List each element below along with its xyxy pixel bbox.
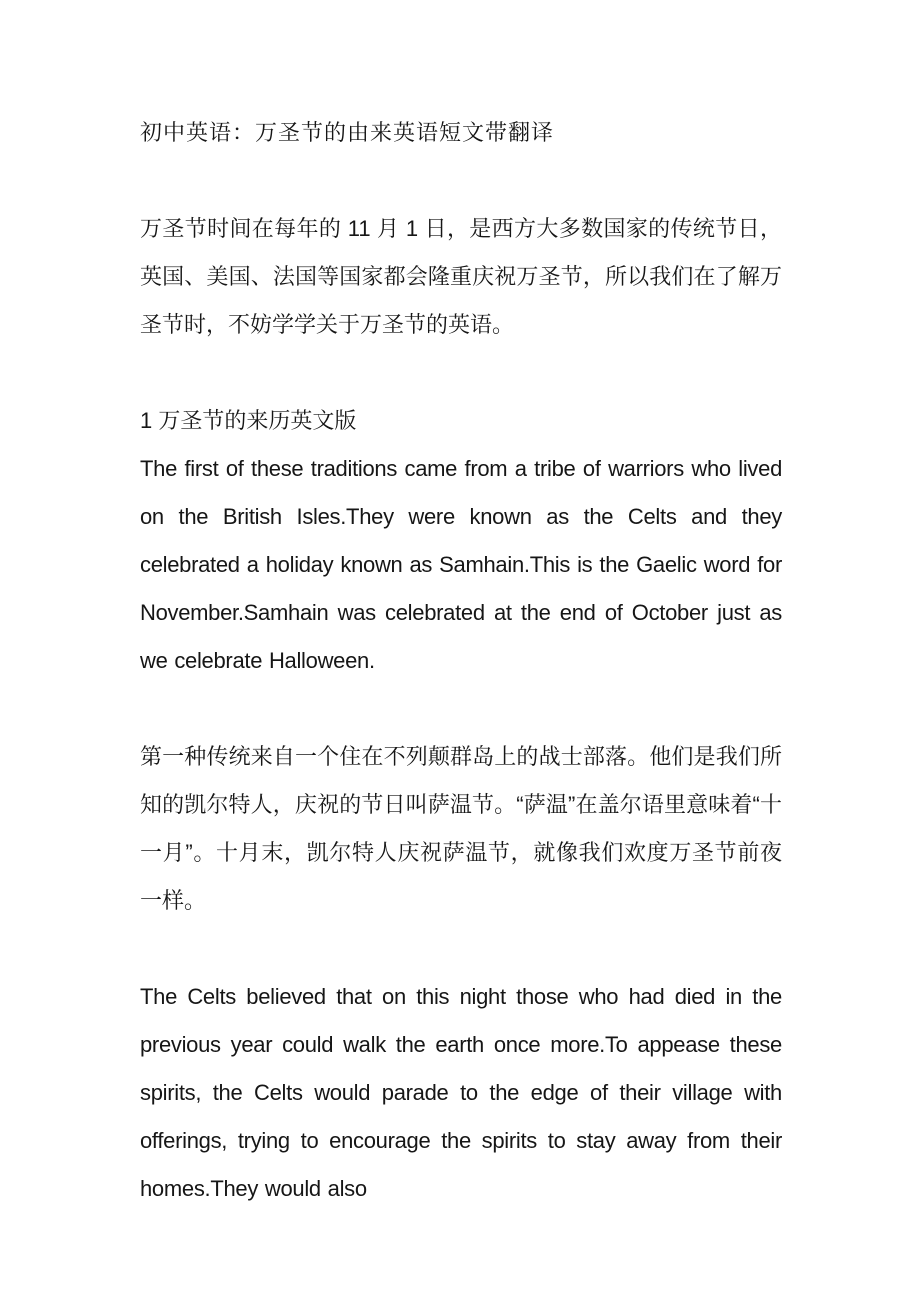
origin-paragraph-en: The first of these traditions came from a tribe of warriors who lived on the British Isles.They were known as the Celts and they celebrated a holiday known as Samhain.This is the Gaelic word for November.Samhain was celebrated at the end of October just as we celebrate Halloween. (140, 456, 782, 673)
celts-belief-paragraph-en: The Celts believed that on this night those who had died in the previous year could walk the earth once more.To appease these spirits, the Celts would parade to the edge of their village with offerings, trying to encourage the spirits to stay away from their homes.They would also (140, 984, 782, 1201)
document-title: 初中英语：万圣节的由来英语短文带翻译 (140, 120, 555, 145)
section-heading-origin-english-version: 1 万圣节的来历英文版 (140, 408, 357, 433)
intro-paragraph-zh: 万圣节时间在每年的 11 月 1 日，是西方大多数国家的传统节日，英国、美国、法国等国家都会隆重庆祝万圣节，所以我们在了解万圣节时，不妨学学关于万圣节的英语。 (140, 216, 782, 337)
origin-paragraph-zh-translation: 第一种传统来自一个住在不列颠群岛上的战士部落。他们是我们所知的凯尔特人，庆祝的节日叫萨温节。“萨温”在盖尔语里意味着“十一月”。十月末，凯尔特人庆祝萨温节，就像我们欢度万圣节前夜一样。 (140, 744, 782, 913)
